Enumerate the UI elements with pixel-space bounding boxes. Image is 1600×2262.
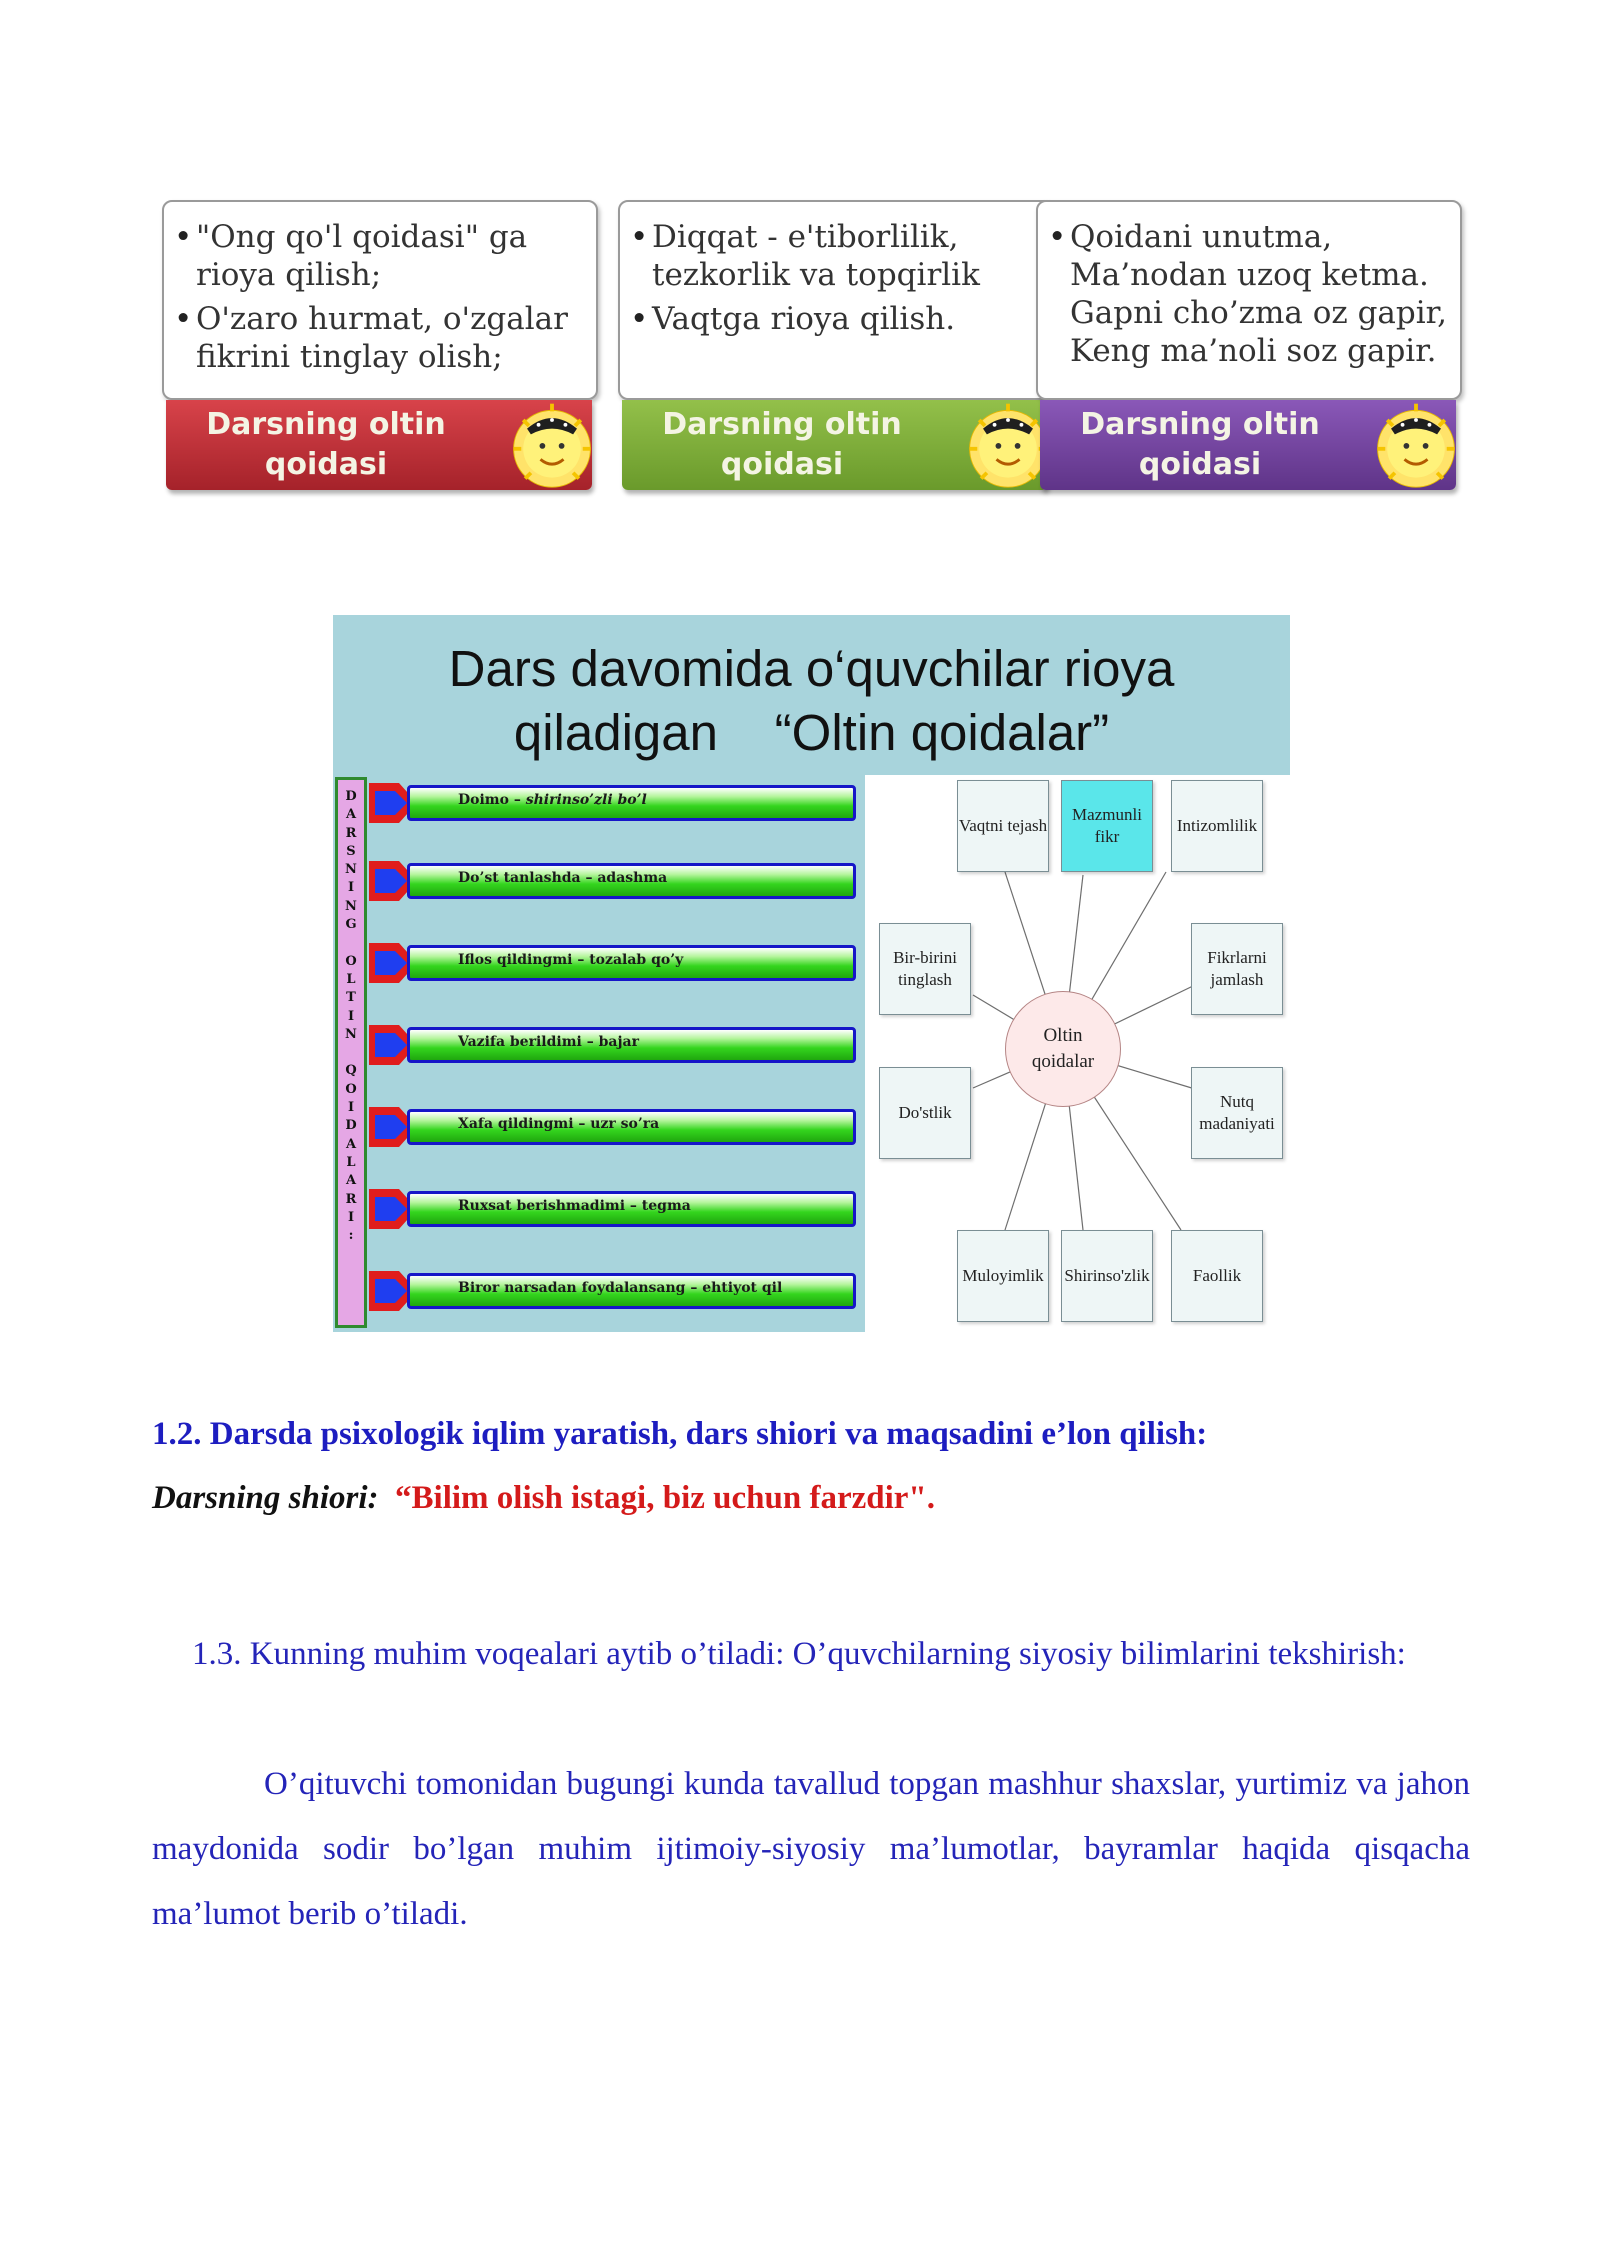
card-band-label: Darsning oltin qoidasi — [662, 407, 902, 482]
mind-map-node: Faollik — [1171, 1230, 1263, 1322]
rule-row — [369, 859, 869, 903]
vertical-label-letter — [338, 1044, 364, 1062]
mind-map-panel — [865, 775, 1290, 1332]
rule-row — [369, 1187, 869, 1231]
vertical-label-letter: D — [345, 789, 357, 804]
card-band — [166, 400, 592, 490]
vertical-label-letter: I — [347, 1100, 355, 1116]
rule-text: Vazifa berildimi – bajar — [458, 1034, 639, 1050]
rule-row — [369, 1269, 869, 1313]
vertical-label-letter: I — [347, 1008, 355, 1024]
vertical-label-letter: R — [345, 825, 357, 841]
card-bullet: • Diqqat - e'tiborlilik, tezkorlik va topqirlik — [630, 218, 1042, 294]
vertical-label-letter: A — [345, 1136, 357, 1152]
card-bullet: • Qoidani unutma, Ma’nodan uzoq ketma. Gapni cho’zma oz gapir, Keng ma’noli soz gapir. — [1048, 218, 1450, 370]
mind-map-node: Nutq madaniyati — [1191, 1067, 1283, 1159]
vertical-label — [338, 788, 364, 1245]
motto-text: “Bilim olish istagi, biz uchun farzdir". — [395, 1480, 935, 1516]
vertical-label-letter: Q — [345, 1063, 357, 1079]
vertical-label-letter: T — [346, 990, 356, 1006]
rule-card-3 — [1036, 200, 1462, 496]
mind-map-node: Mazmunli fikr — [1061, 780, 1153, 872]
diagram-title: Dars davomida o‘quvchilar rioya qiladigan “Oltin qoidalar” — [448, 640, 1175, 761]
mind-map-node: Vaqtni tejash — [957, 780, 1049, 872]
motto-label: Darsning shiori: — [152, 1480, 379, 1516]
vertical-label-strip — [335, 777, 367, 1328]
card-text-box — [162, 200, 598, 400]
vertical-label-letter: N — [345, 862, 357, 878]
vertical-label-letter — [338, 934, 364, 952]
rule-text: Doimo – shirinso’zli bo’l — [458, 792, 647, 808]
rule-card-2 — [618, 200, 1054, 496]
card-bullet: • "Ong qo'l qoidasi" ga rioya qilish; — [174, 218, 586, 294]
vertical-label-letter: O — [345, 1081, 357, 1097]
rule-row — [369, 941, 869, 985]
rule-bar — [407, 785, 856, 821]
mind-map-node: Bir-birini tinglash — [879, 923, 971, 1015]
rule-bar — [407, 863, 856, 899]
card-band — [1040, 400, 1456, 490]
paragraph: O’qituvchi tomonidan bugungi kunda tavallud topgan mashhur shaxslar, yurtimiz va jahon maydonida sodir bo’lgan muhim ijtimoiy-siyosiy ma’lumotlar, bayramlar haqida qisqacha ma’lumot berib o’tiladi. — [152, 1766, 1470, 1932]
mind-map-node: Muloyimlik — [957, 1230, 1049, 1322]
vertical-label-letter: D — [345, 1118, 357, 1134]
rule-card-1 — [162, 200, 598, 496]
rule-text: Do’st tanlashda – adashma — [458, 870, 668, 886]
rule-bar — [407, 1191, 856, 1227]
vertical-label-letter: G — [345, 917, 357, 933]
rule-bar — [407, 1273, 856, 1309]
vertical-label-letter: A — [345, 807, 357, 823]
sun-mascot-icon — [504, 396, 600, 492]
vertical-label-letter: L — [346, 1154, 356, 1170]
mind-map-node: Intizomlilik — [1171, 780, 1263, 872]
diagram-header — [333, 615, 1290, 775]
card-bullet: • O'zaro hurmat, o'zgalar fikrini tinglay olish; — [174, 300, 586, 376]
card-band-label: Darsning oltin qoidasi — [206, 407, 446, 482]
rule-text: Xafa qildingmi – uzr so’ra — [458, 1116, 660, 1132]
card-bullet: • Vaqtga rioya qilish. — [630, 300, 1042, 338]
rule-bar — [407, 1109, 856, 1145]
mind-map-node: Do'stlik — [879, 1067, 971, 1159]
lesson-motto — [152, 1480, 1470, 1517]
vertical-label-letter: R — [345, 1191, 357, 1207]
rule-row — [369, 1023, 869, 1067]
section-heading: 1.2. Darsda psixologik iqlim yaratish, dars shiori va maqsadini e’lon qilish: — [152, 1416, 1208, 1452]
vertical-label-letter: O — [345, 953, 357, 969]
mind-map-node: Shirinso'zlik — [1061, 1230, 1153, 1322]
vertical-label-letter: A — [345, 1173, 357, 1189]
golden-rules-diagram — [333, 615, 1290, 1332]
vertical-label-letter: L — [346, 971, 356, 987]
card-band-label: Darsning oltin qoidasi — [1080, 407, 1320, 482]
rule-bar — [407, 1027, 856, 1063]
rule-bar — [407, 945, 856, 981]
vertical-label-letter: : — [348, 1228, 354, 1244]
rule-text: Ruxsat berishmadimi – tegma — [458, 1198, 691, 1214]
rule-text: Iflos qildingmi – tozalab qo’y — [458, 952, 684, 968]
vertical-label-letter: N — [345, 898, 357, 914]
vertical-label-letter: S — [346, 843, 356, 859]
card-text-box — [1036, 200, 1462, 400]
card-band — [622, 400, 1048, 490]
vertical-label-letter: I — [347, 1209, 355, 1225]
rule-row — [369, 781, 869, 825]
card-text-box — [618, 200, 1054, 400]
vertical-label-letter: I — [347, 880, 355, 896]
rule-row — [369, 1105, 869, 1149]
sun-mascot-icon — [1368, 396, 1464, 492]
rule-text: Biror narsadan foydalansang – ehtiyot qil — [458, 1280, 783, 1296]
mind-map-node: Fikrlarni jamlash — [1191, 923, 1283, 1015]
rules-list-panel — [333, 775, 865, 1332]
vertical-label-letter: N — [345, 1026, 357, 1042]
mind-map-hub: Oltin qoidalar — [1005, 991, 1121, 1107]
paragraph: 1.3. Kunning muhim voqealari aytib o’tiladi: O’quvchilarning siyosiy bilimlarini tekshirish: — [192, 1636, 1406, 1672]
